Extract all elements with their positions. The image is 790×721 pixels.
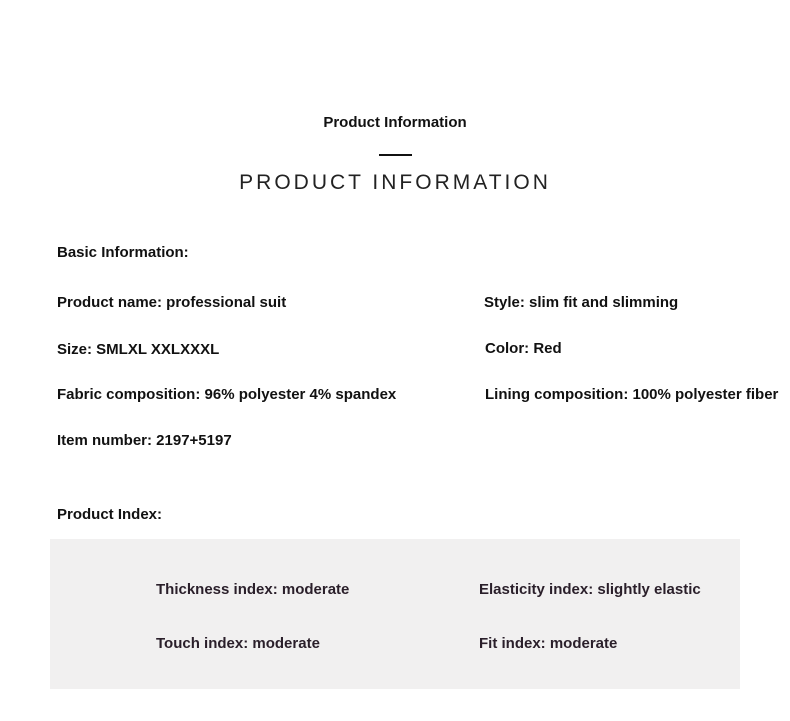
lining-text: Lining composition: 100% polyester fiber (485, 386, 779, 403)
product-index-panel (50, 539, 740, 689)
product-name-text: Product name: professional suit (57, 294, 287, 311)
thickness-index-text: Thickness index: moderate (156, 581, 350, 598)
style-text: Style: slim fit and slimming (484, 294, 679, 311)
item-number-text: Item number: 2197+5197 (57, 432, 232, 449)
fit-index-text: Fit index: moderate (479, 635, 618, 652)
fabric-text: Fabric composition: 96% polyester 4% spandex (57, 386, 397, 403)
basic-info-heading: Basic Information: (57, 244, 189, 261)
elasticity-index-text: Elasticity index: slightly elastic (479, 581, 701, 598)
product-index-heading: Product Index: (57, 506, 163, 523)
section-title: Product Information (323, 114, 467, 131)
touch-index-text: Touch index: moderate (156, 635, 320, 652)
section-title-caps: PRODUCT INFORMATION (239, 171, 551, 194)
color-text: Color: Red (485, 340, 562, 357)
title-divider (379, 154, 412, 156)
size-text: Size: SMLXL XXLXXXL (57, 341, 220, 358)
